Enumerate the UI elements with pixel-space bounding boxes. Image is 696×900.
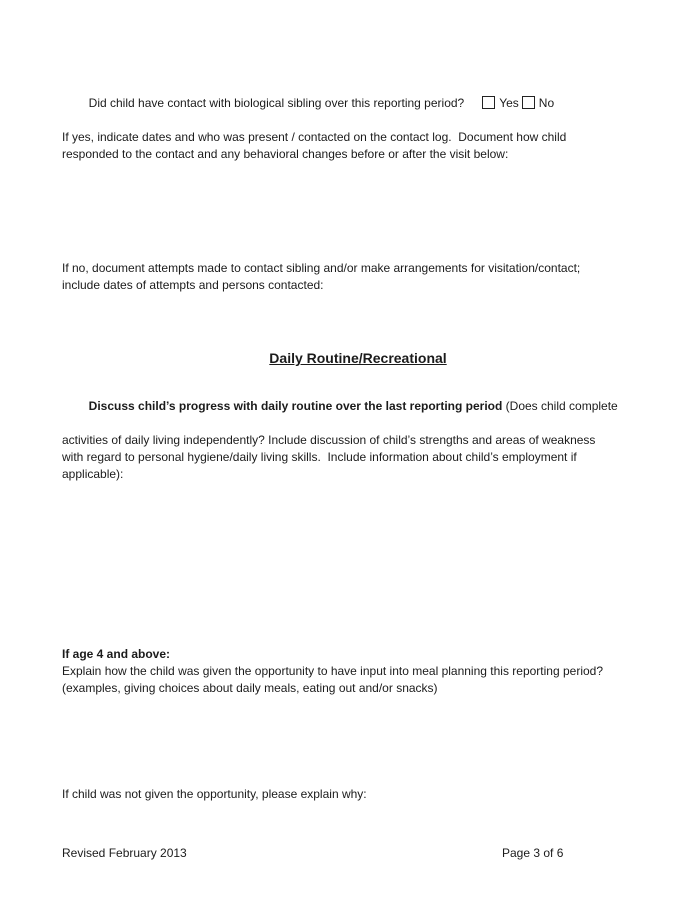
yes-checkbox[interactable] bbox=[482, 96, 495, 109]
answer-area-sibling-contact-yes bbox=[62, 163, 654, 260]
no-checkbox-label: No bbox=[538, 96, 555, 110]
page-content bbox=[62, 78, 654, 803]
daily-routine-prompt-rest: (Does child complete bbox=[502, 399, 618, 413]
if-yes-instructions-line-1: If yes, indicate dates and who was present / contacted on the contact log. Document how child bbox=[62, 130, 567, 144]
daily-routine-prompt-line-4: applicable): bbox=[62, 467, 124, 481]
if-no-instructions-line-1: If no, document attempts made to contact sibling and/or make arrangements for visitation/contact; bbox=[62, 261, 581, 275]
meal-planning-age-heading: If age 4 and above: bbox=[62, 647, 171, 661]
answer-area-meal-planning bbox=[62, 697, 654, 786]
meal-planning-not-given-block bbox=[62, 786, 654, 803]
sibling-contact-question: Did child have contact with biological sibling over this reporting period? bbox=[88, 96, 465, 110]
answer-area-daily-routine bbox=[62, 483, 654, 646]
meal-planning-prompt-line-1: Explain how the child was given the opportunity to have input into meal planning this reporting period? bbox=[62, 664, 604, 678]
daily-routine-prompt-block bbox=[62, 381, 654, 483]
heading-spacer bbox=[62, 367, 654, 381]
daily-routine-prompt-line-2: activities of daily living independently? Include discussion of child’s strengths and areas of weakness bbox=[62, 433, 596, 447]
yes-checkbox-label: Yes bbox=[499, 96, 519, 110]
daily-routine-prompt-line-1 bbox=[62, 381, 654, 432]
sibling-contact-if-no-block bbox=[62, 260, 654, 294]
sibling-contact-question-line bbox=[62, 78, 654, 129]
answer-area-sibling-contact-no bbox=[62, 294, 654, 349]
not-given-prompt: If child was not given the opportunity, please explain why: bbox=[62, 787, 367, 801]
sibling-contact-question-block bbox=[62, 78, 654, 163]
meal-planning-block bbox=[62, 646, 654, 697]
if-yes-instructions-line-2: responded to the contact and any behavioral changes before or after the visit below: bbox=[62, 147, 509, 161]
footer-page-number: Page 3 of 6 bbox=[502, 846, 564, 860]
page-footer bbox=[62, 845, 654, 862]
section-heading-daily-routine: Daily Routine/Recreational bbox=[269, 350, 447, 366]
if-no-instructions-line-2: include dates of attempts and persons contacted: bbox=[62, 278, 324, 292]
no-checkbox[interactable] bbox=[522, 96, 535, 109]
daily-routine-prompt-line-3: with regard to personal hygiene/daily living skills. Include information about child’s employment if bbox=[62, 450, 577, 464]
meal-planning-prompt-line-2: (examples, giving choices about daily meals, eating out and/or snacks) bbox=[62, 681, 438, 695]
footer-revision-date: Revised February 2013 bbox=[62, 846, 187, 860]
daily-routine-prompt-bold: Discuss child’s progress with daily routine over the last reporting period bbox=[88, 399, 503, 413]
